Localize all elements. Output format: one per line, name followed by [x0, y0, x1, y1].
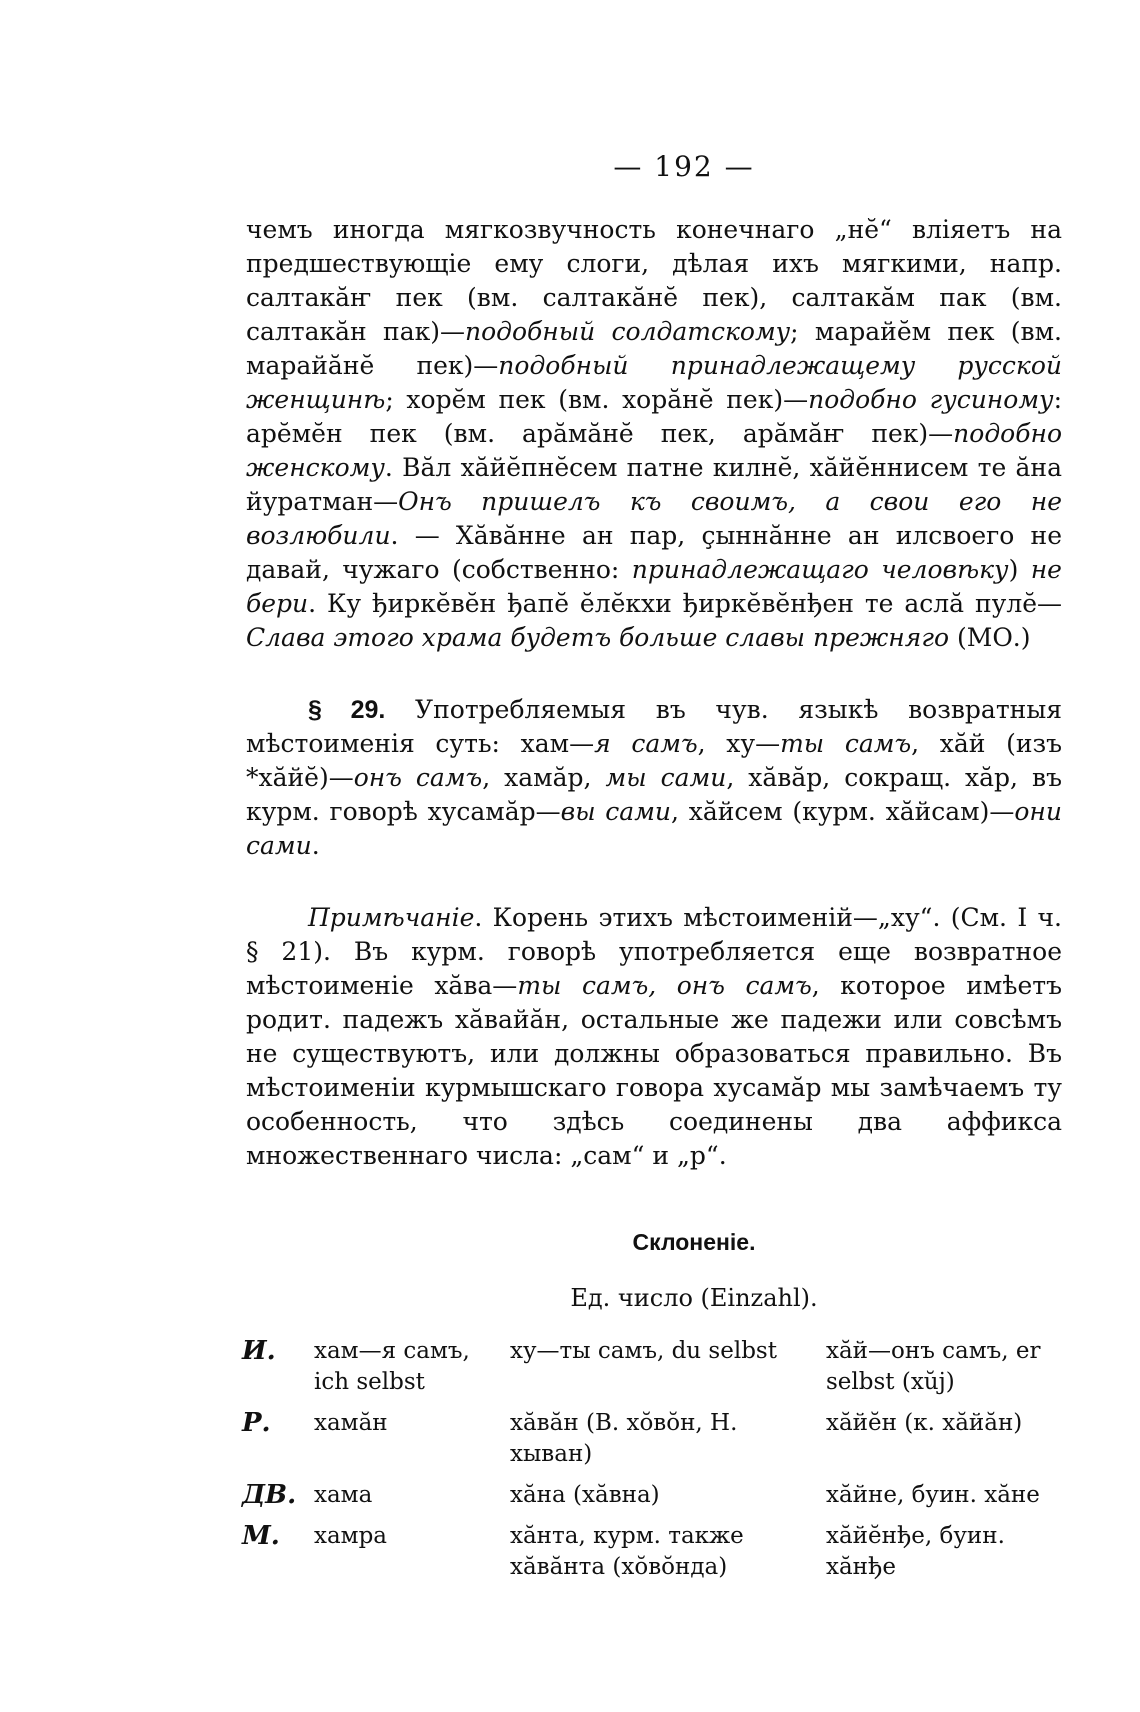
- table-cell: хăна (хăвна): [510, 1482, 660, 1508]
- text: , хамăр,: [482, 763, 606, 792]
- italic-text: не бери: [246, 555, 1062, 618]
- text: , хăй (изъ *хăйĕ)—: [246, 729, 1063, 792]
- section-number: § 29.: [308, 696, 386, 724]
- case-label: Р.: [242, 1408, 271, 1438]
- italic-text: мы сами: [605, 763, 727, 792]
- text: . Вăл хăйĕпнĕсем патне килнĕ, хăйĕннисем те ăна йуратман—: [246, 453, 1062, 516]
- paragraph-continuation: [246, 213, 1062, 655]
- italic-text: ты самъ, онъ самъ: [517, 971, 812, 1000]
- italic-text: подобно женскому: [246, 419, 1062, 482]
- text: Употребляемыя въ чув. языкѣ возвратныя мѣстоименія суть: хам—: [246, 695, 1062, 758]
- italic-text: принадлежащаго человѣку: [631, 555, 1009, 584]
- table-row: [242, 1336, 1062, 1408]
- italic-text: ты самъ: [780, 729, 912, 758]
- italic-text: я самъ: [594, 729, 698, 758]
- table-cell: хăйĕн (к. хăйăн): [826, 1410, 1023, 1436]
- italic-text: они сами: [246, 797, 1062, 860]
- table-cell: хăйĕнђе, буин. хăнђе: [826, 1523, 1005, 1580]
- text: : арĕмĕн пек (вм. арăмăнĕ пек, арăмăҥ пек)—: [246, 385, 1062, 448]
- text: чемъ иногда мягкозвучность конечнаго „нĕ“ вліяетъ на предшествующіе ему слоги, дѣлая ихъ мягкими, напр. салтакăҥ пек (вм. салтакăнĕ пек), салтакăм пак (вм. салтакăн пак)—: [246, 215, 1062, 346]
- italic-text: подобно гусиному: [808, 385, 1054, 414]
- table-row: [242, 1480, 1062, 1521]
- table-cell: ху—ты самъ, du selbst: [510, 1338, 777, 1364]
- italic-text: подобный солдатскому: [464, 317, 791, 346]
- case-label: ДВ.: [242, 1480, 297, 1510]
- table-cell: хăйне, буин. хăне: [826, 1482, 1040, 1508]
- text: (собственно:: [439, 555, 632, 584]
- text: , хăйсем (курм. хăйсам)—: [671, 797, 1015, 826]
- italic-text: Онъ пришелъ къ своимъ, а свои его не возлюбили: [246, 487, 1062, 550]
- text: ): [1008, 555, 1031, 584]
- italic-text: Слава этого храма будетъ больше славы прежняго: [246, 623, 950, 652]
- page-number: — 192 —: [613, 150, 755, 183]
- table-row: [242, 1521, 1062, 1593]
- table-cell: хам—я самъ, ich selbst: [314, 1338, 470, 1395]
- table-cell: хама: [314, 1482, 373, 1508]
- text: ; хорĕм пек (вм. хорăнĕ пек)—: [385, 385, 809, 414]
- table-row: [242, 1408, 1062, 1480]
- note-paragraph: [246, 901, 1062, 1173]
- table-cell: хăвăн (В. хŏвŏн, Н. хыван): [510, 1410, 738, 1467]
- table-cell: хамра: [314, 1523, 388, 1549]
- italic-text: вы сами: [560, 797, 672, 826]
- declension-heading: Склоненіе.: [632, 1229, 756, 1255]
- table-cell: хăнта, курм. также хăвăнта (хŏвŏнда): [510, 1523, 744, 1580]
- table-cell: хăй—онъ самъ, er selbst (хŭj): [826, 1338, 1041, 1395]
- text: .: [311, 831, 320, 860]
- text: . Корень этихъ мѣстоименій—„ху“. (См. I ч. § 21). Въ курм. говорѣ употребляется еще возвратное мѣстоименіе хăва—: [246, 903, 1062, 1000]
- italic-text: подобный принадлежащему русской женщинѣ: [246, 351, 1062, 414]
- section-29-paragraph: [246, 693, 1062, 863]
- text: . Ку ђиркĕвĕн ђапĕ ĕлĕкхи ђиркĕвĕнђен те аслă пулĕ—: [308, 589, 1062, 618]
- table-cell: хамăн: [314, 1410, 388, 1436]
- text: , ху—: [697, 729, 781, 758]
- text: ; марайĕм пек (вм. марайăнĕ пек)—: [246, 317, 1062, 380]
- case-label: И.: [242, 1336, 276, 1366]
- text: . — Хăвăнне ан пар, ҫыннăнне ан илсвоего не давай, чужаго: [246, 521, 1062, 584]
- text: (МО.): [949, 623, 1031, 652]
- text: , хăвăр, сокращ. хăр, въ курм. говорѣ хусамăр—: [246, 763, 1062, 826]
- note-label: Примѣчаніе: [308, 903, 475, 932]
- italic-text: онъ самъ: [353, 763, 483, 792]
- declension-subheading: Ед. число (Einzahl).: [570, 1284, 818, 1312]
- case-label: М.: [242, 1521, 280, 1551]
- declension-table: [242, 1336, 1062, 1593]
- page: [242, 150, 1063, 1593]
- text: , которое имѣетъ родит. падежъ хăвайăн, остальные же падежи или совсѣмъ не существуютъ, или должны образоваться правильно. Въ мѣстоименіи курмышскаго говора хусамăр мы замѣчаемъ ту особенность, что здѣсь соединены два аффикса множественнаго числа: „сам“ и „р“.: [246, 971, 1062, 1170]
